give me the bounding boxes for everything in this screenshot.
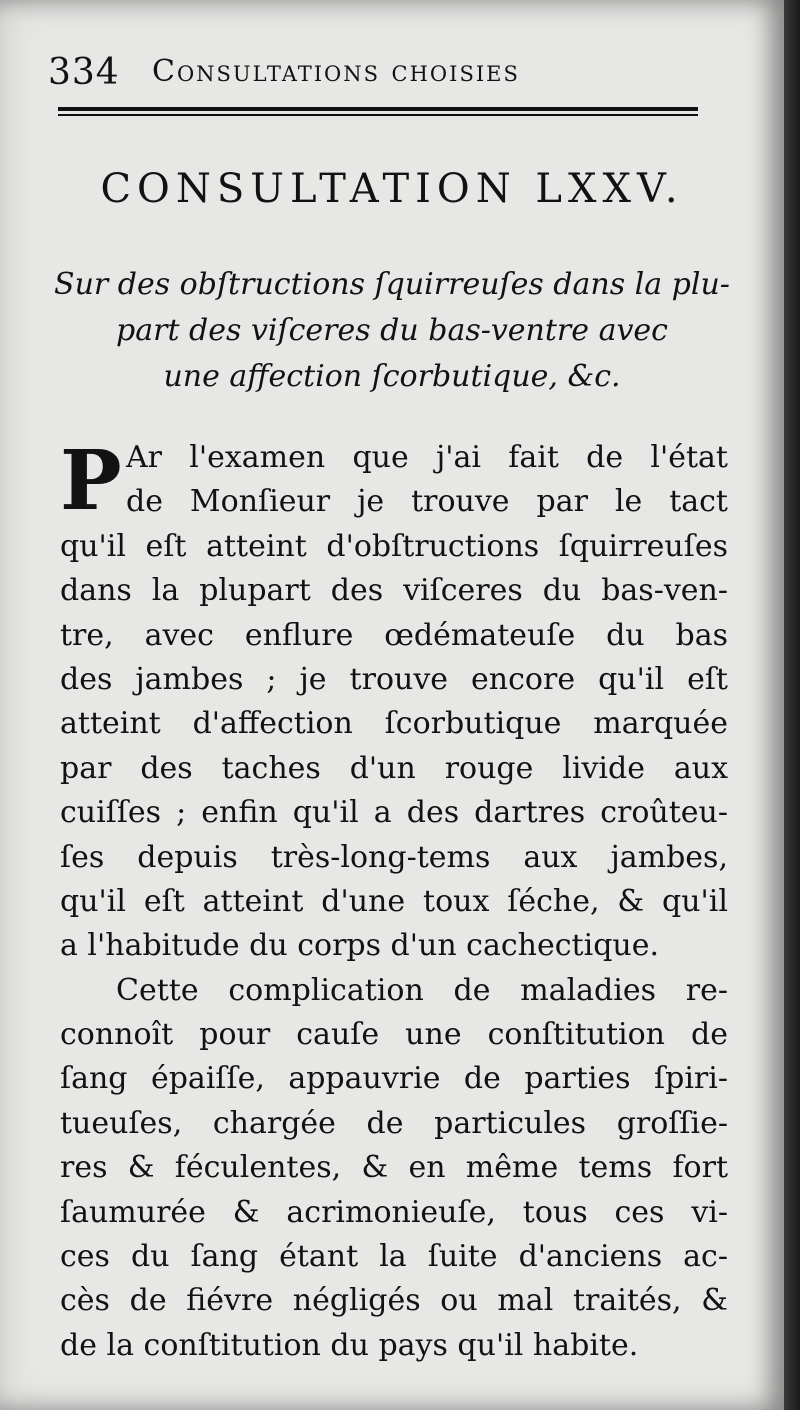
text-line: tueuſes, chargée de particules groſſie- — [60, 1105, 728, 1141]
text-line: de Monſieur je trouve par le tact — [126, 484, 728, 520]
text-line: Cette complication de maladies re- — [116, 972, 728, 1008]
text-line: qu'il eſt atteint d'une toux ſéche, & qu'il — [60, 883, 728, 919]
text-line: a l'habitude du corps d'un cachectique. — [60, 928, 660, 964]
text-line: des jambes ; je trouve encore qu'il eſt — [60, 661, 728, 697]
text-line: par des taches d'un rouge livide aux — [60, 750, 728, 786]
text-line: ſes depuis très-long-tems aux jambes, — [60, 839, 728, 875]
text-line: qu'il eſt atteint d'obſtructions ſquirreuſes — [60, 528, 728, 564]
consultation-subtitle — [40, 262, 744, 400]
page-number: 334 — [48, 52, 120, 93]
text-line: cès de fiévre négligés ou mal traités, & — [60, 1283, 728, 1319]
running-head — [48, 44, 708, 94]
consultation-heading: CONSULTATION LXXV. — [100, 166, 684, 212]
subtitle-line: part des viſceres du bas-ventre avec — [116, 313, 668, 348]
text-line: ſang épaiſſe, appauvrie de parties ſpiri- — [60, 1061, 728, 1097]
running-title: Consultations choisies — [152, 54, 520, 89]
text-line: ces du ſang étant la ſuite d'anciens ac- — [60, 1239, 728, 1275]
drop-cap: P — [60, 433, 122, 529]
text-line: atteint d'affection ſcorbutique marquée — [60, 706, 728, 742]
text-line: connoît pour cauſe une conſtitution de — [60, 1017, 728, 1053]
text-line: ſaumurée & acrimonieuſe, tous ces vi- — [60, 1194, 728, 1230]
header-rule — [58, 107, 698, 116]
text-line: res & féculentes, & en même tems fort — [60, 1150, 728, 1186]
body-text — [60, 433, 728, 1368]
subtitle-line: une affection ſcorbutique, &c. — [163, 359, 621, 394]
text-line: cuiſſes ; enfin qu'il a des dartres croûteu- — [60, 795, 728, 831]
subtitle-line: Sur des obſtructions ſquirreuſes dans la plu- — [54, 267, 730, 302]
text-line: Ar l'examen que j'ai fait de l'état — [126, 440, 728, 475]
book-spine-edge — [784, 0, 800, 1410]
text-line: dans la plupart des viſceres du bas-ven- — [60, 573, 728, 609]
text-line: de la conſtitution du pays qu'il habite. — [60, 1327, 639, 1363]
text-line: tre, avec enflure œdémateuſe du bas — [60, 617, 728, 653]
